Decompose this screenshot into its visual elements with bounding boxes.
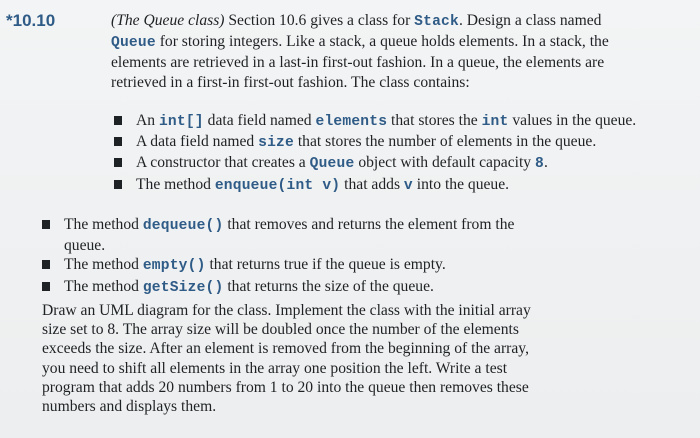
bullet-item-empty <box>42 255 602 276</box>
bullet-text: An <box>136 112 159 129</box>
intro-line-3: elements are retrieved in a last-in first-out fashion. In a queue, the elements are <box>111 54 605 72</box>
exercise-intro <box>111 11 681 92</box>
bullet-list-indented <box>114 111 684 196</box>
bullet-square-icon <box>114 137 122 146</box>
bullet-text: that stores the <box>387 112 482 129</box>
instruction-line: Draw an UML diagram for the class. Implement the class with the initial array <box>42 302 531 319</box>
bullet-text: that stores the number of elements in the queue. <box>293 133 597 151</box>
instruction-line: numbers and displays them. <box>42 398 217 416</box>
instruction-line: program that adds 20 numbers from 1 to 20 into the queue then removes these <box>42 378 529 396</box>
code-queue: Queue <box>309 156 355 173</box>
bullet-text: The method <box>64 256 143 274</box>
code-int-array: int[] <box>158 114 204 130</box>
bullet-list-outdented <box>42 215 602 298</box>
intro-line-4: retrieved in a first-in first-out fashion. The class contains: <box>111 73 470 91</box>
code-enqueue: enqueue(int v) <box>214 177 341 194</box>
bullet-text: The method <box>136 175 215 193</box>
bullet-text: that returns true if the queue is empty. <box>205 256 446 274</box>
bullet-text: object with default capacity <box>354 154 535 172</box>
bullet-item-dequeue <box>42 215 602 255</box>
code-capacity: 8 <box>534 156 544 173</box>
bullet-item-constructor <box>114 153 684 174</box>
exercise-title: (The Queue class) <box>111 12 225 29</box>
bullet-item-elements <box>114 111 684 132</box>
bullet-text: The method <box>64 277 143 295</box>
code-dequeue: dequeue() <box>142 218 224 234</box>
bullet-text: into the queue. <box>412 175 510 193</box>
bullet-text: The method <box>64 216 143 233</box>
bullet-square-icon <box>42 282 50 291</box>
exercise-instructions <box>42 301 602 416</box>
bullet-item-size <box>114 132 684 153</box>
bullet-text: . <box>543 154 548 172</box>
intro-text-3: for storing integers. Like a stack, a queue holds elements. In a stack, the <box>159 33 609 51</box>
bullet-text: A data field named <box>136 133 259 151</box>
bullet-item-enqueue <box>114 175 684 196</box>
code-v: v <box>403 177 413 194</box>
bullet-text: A constructor that creates a <box>136 154 310 172</box>
intro-line-2 <box>111 32 681 53</box>
code-empty: empty() <box>142 258 206 275</box>
code-queue: Queue <box>111 35 156 52</box>
code-stack: Stack <box>414 14 459 30</box>
intro-line-1 <box>111 11 681 32</box>
bullet-square-icon <box>114 158 122 167</box>
exercise-number: *10.10 <box>6 11 56 30</box>
instruction-line: size set to 8. The array size will be doubled once the number of the elements <box>42 321 519 339</box>
bullet-square-icon <box>114 180 122 189</box>
bullet-item-getsize <box>42 277 602 298</box>
bullet-square-icon <box>114 116 122 125</box>
code-size: size <box>258 135 294 152</box>
code-elements: elements <box>315 114 388 130</box>
bullet-text: that returns the size of the queue. <box>223 277 434 295</box>
code-getsize: getSize() <box>142 279 224 296</box>
code-int: int <box>481 114 509 130</box>
instruction-line: you need to shift all elements in the array one position the left. Write a test <box>42 359 508 377</box>
bullet-square-icon <box>42 220 50 229</box>
bullet-text: that removes and returns the element from the <box>223 216 515 233</box>
bullet-text: values in the queue. <box>508 112 637 129</box>
bullet-text: data field named <box>203 112 316 129</box>
bullet-text: queue. <box>64 237 106 255</box>
intro-text-1: Section 10.6 gives a class for <box>228 12 415 29</box>
intro-text-2: . Design a class named <box>458 12 602 29</box>
bullet-square-icon <box>42 260 50 269</box>
instruction-line: exceeds the size. After an element is removed from the beginning of the array, <box>42 340 529 358</box>
bullet-text: that adds <box>340 175 404 193</box>
